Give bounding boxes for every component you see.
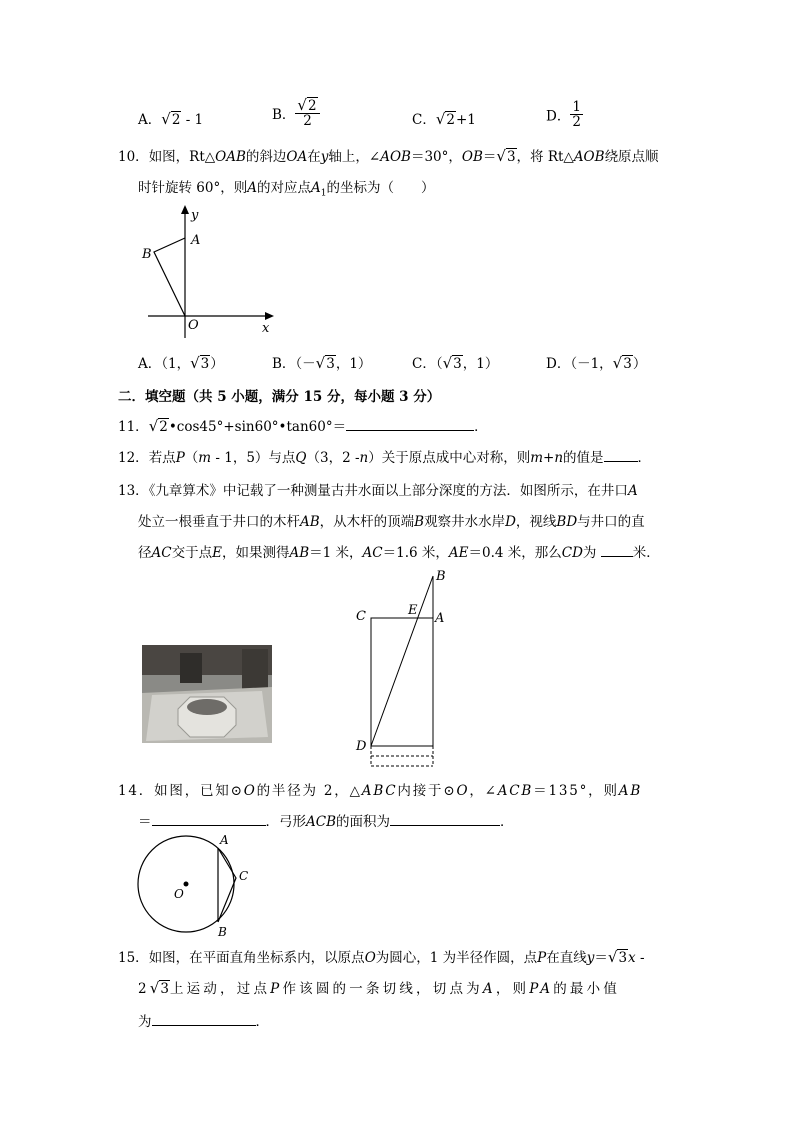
sightline-bd [371,576,433,746]
sqrt-symbol: √2 [435,110,455,128]
label-d: D [356,739,367,754]
label-a: A [191,233,201,248]
label-a: A [435,611,445,626]
sqrt-symbol: √2 [161,110,181,128]
fraction: $\frac{√2}{2}$ [295,98,319,128]
q10-line2: 时针旋转 60°，则A的对应点$A_1$的坐标为（ ） [138,180,435,199]
sqrt-symbol: √3 [496,147,516,165]
answer-blank[interactable] [604,447,638,462]
label-x: x [262,321,270,336]
sqrt-symbol: √3 [315,354,335,372]
answer-blank[interactable] [390,811,500,826]
q12: 12．若点P（m - 1，5）与点Q（3，2 -n）关于原点成中心对称，则m+n的值是 ． [118,446,651,466]
well-photo [142,645,272,743]
q10-option-b: B．（－√3，1） [272,354,372,372]
q11: 11．√2•cos45°+sin60°•tan60°＝ ． [118,417,488,435]
q15-line3: 为 ． [138,1010,269,1030]
triangle-aob [154,238,185,316]
x-axis-arrow [265,312,274,320]
photo-door [242,649,268,689]
label-y: y [191,208,199,223]
q15-line2: 2√3上运动，过点P作该圆的一条切线，切点为A，则PA的最小值 [138,979,621,997]
section-title: 二．填空题（共 5 小题，满分 15 分，每小题 3 分） [118,389,441,405]
answer-blank[interactable] [346,416,474,431]
label-e: E [408,603,418,618]
label-a: A [220,833,229,847]
q15-line1: 15．如图，在平面直角坐标系内，以原点O为圆心，1 为半径作圆，点P在直线y＝√3x - [118,948,645,966]
q14-circle-figure [134,832,264,940]
q9-option-b: B． $\frac{√2}{2}$ [272,98,320,128]
q9-option-c: C．√2+1 [412,110,476,128]
q13-line3: 径AC交于点E，如果测得AB＝1 米，AC＝1.6 米，AE＝0.4 米，那么CD为 米． [138,541,660,561]
q9-option-a: A．√2 - 1 [138,110,204,128]
q10-option-c: C．（√3，1） [412,354,499,372]
q14-line1: 14．如图，已知⊙O的半径为 2，△ABC内接于⊙O，∠ACB＝135°，则AB [118,783,643,799]
q13-well-diagram [350,568,450,768]
sqrt-symbol: √3 [607,948,628,966]
answer-blank[interactable] [601,542,633,557]
label-b: B [142,247,152,262]
q13-line2: 处立一根垂直于井口的木杆AB，从木杆的顶端B观察井水水岸D，视线BD与井口的直 [138,514,645,530]
q9-option-d: D． $\frac{1}{2}$ [546,99,581,130]
sqrt-symbol: √3 [612,354,632,372]
label-c: C [239,869,249,883]
answer-blank[interactable] [152,811,266,826]
well-rectangle [371,618,433,746]
q14-line2: ＝ ．弓形ACB的面积为 ． [138,810,514,830]
label-o: O [188,318,199,333]
q10-option-d: D．（－1，√3） [546,354,647,372]
photo-well-opening [187,699,227,715]
fraction: $\frac{1}{2}$ [572,99,581,130]
label-b: B [218,925,227,939]
center-dot [184,882,189,887]
q13-line1: 13．《九章算术》中记载了一种测量古井水面以上部分深度的方法．如图所示，在井口A [118,483,638,499]
sqrt-symbol: √2 [148,417,168,435]
q10-option-a: A．（1，√3） [138,354,224,372]
y-axis-arrow [181,205,189,214]
answer-blank[interactable] [152,1011,256,1026]
label-b: B [436,569,446,584]
sqrt-symbol: √3 [442,354,462,372]
sqrt-symbol: √3 [149,979,169,997]
label-c: C [356,609,366,624]
sqrt-symbol: √3 [190,354,210,372]
q10-line1: 10．如图，Rt△OAB的斜边OA在y轴上，∠AOB＝30°，OB＝√3，将 Rt△AOB绕原点顺 [118,147,659,165]
photo-stele [180,653,202,683]
label-o: O [174,887,184,901]
q10-coordinate-figure [140,200,280,340]
